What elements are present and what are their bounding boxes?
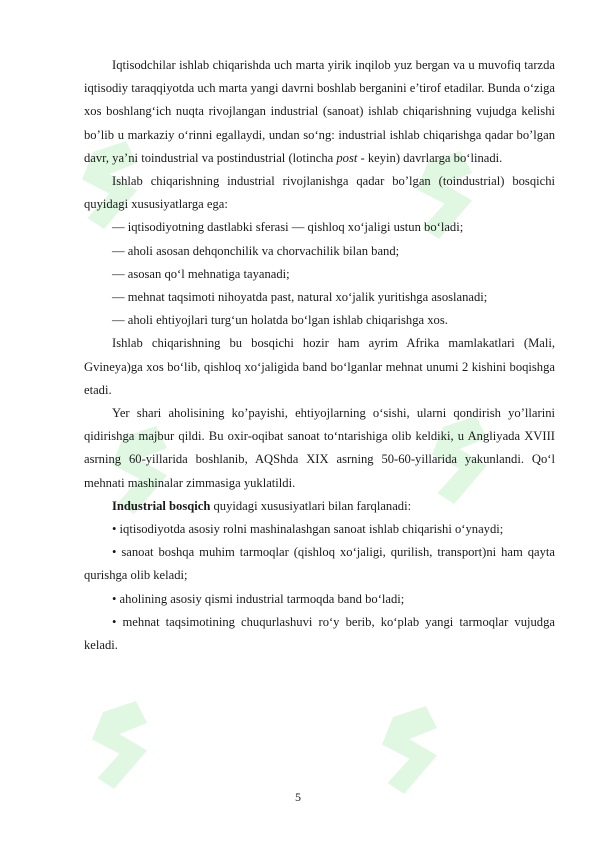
list-item: • sanoat boshqa muhim tarmoqlar (qishloq xo‘jaligi, qurilish, transport)ni ham qayta qurishga olib keladi; xyxy=(84,545,555,583)
list-item: • mehnat taqsimotining chuqurlashuvi ro‘y berib, ko‘plab yangi tarmoqlar vujudga keladi. xyxy=(84,614,555,653)
paragraph: Ishlab chiqarishning industrial rivojlanishga qadar bo’lgan (toindustrial) bosqichi quyidagi xususiyatlarga ega: xyxy=(84,174,555,212)
list-item: — iqtisodiyotning dastlabki sferasi — qishloq xo‘jaligi ustun bo‘ladi; xyxy=(112,220,464,235)
paragraph-text: Iqtisodchilar ishlab chiqarishda uch marta yirik inqilob yuz bergan va u muvofiq tarzda iqtisodiy taraqqiyotda uch marta yangi davrni boshlab berganini e’tirof etadilar. Bunda o‘ziga xos boshlang‘ich nuqta rivojlangan industrial (sanoat) ishlab chiqarishning vujudga kelishi bo’lib u markaziy o‘rinni egallaydi, undan so‘ng: industrial ishlab chiqarishga qadar bo’lgan davr, ya’ni toindustrial va postindustrial (lotincha xyxy=(84,58,555,165)
page-number: 5 xyxy=(295,790,301,804)
list-item: — mehnat taqsimoti nihoyatda past, natural xo‘jalik yuritishga asoslanadi; xyxy=(112,290,488,305)
paragraph-text: quyidagi xususiyatlari bilan farqlanadi: xyxy=(210,498,412,513)
watermark-logo-icon xyxy=(70,690,180,800)
paragraph xyxy=(84,54,555,170)
list-item: • aholining asosiy qismi industrial tarmoqda band bo‘ladi; xyxy=(112,591,405,606)
list-item: — aholi ehtiyojlari turg‘un holatda bo‘lgan ishlab chiqarishga xos. xyxy=(112,313,448,328)
watermark-logo-icon xyxy=(360,695,470,805)
paragraph: Yer shari aholisining ko’payishi, ehtiyojlarning o‘sishi, ularni qondirish yo’llarini qidirishga majbur qildi. Bu oxir-oqibat sanoat to‘ntarishiga olib keldiki, u Angliyada XVIII asrning 60-yillarida boshlanib, AQShda XIX asrning 50-60-yillarida yakunlandi. Qo‘l mehnati mashinalar zimmasiga yuklatildi. xyxy=(84,406,555,490)
list-item: — aholi asosan dehqonchilik va chorvachilik bilan band; xyxy=(112,243,400,258)
paragraph xyxy=(84,495,555,518)
body-text xyxy=(84,54,555,657)
italic-term: post xyxy=(336,150,358,165)
bold-lead: Industrial bosqich xyxy=(112,498,211,513)
list-item: • iqtisodiyotda asosiy rolni mashinalashgan sanoat ishlab chiqarishi o‘ynaydi; xyxy=(112,522,504,537)
paragraph: Ishlab chiqarishning bu bosqichi hozir ham ayrim Afrika mamlakatlari (Mali, Gvineya)ga xos bo‘lib, qishloq xo‘jaligida band bo‘lganlar mehnat unumi 2 kishini boqishga etadi. xyxy=(84,336,555,397)
list-item: — asosan qo‘l mehnatiga tayanadi; xyxy=(112,266,290,281)
paragraph-text: - keyin) davrlarga bo‘linadi. xyxy=(357,150,503,165)
